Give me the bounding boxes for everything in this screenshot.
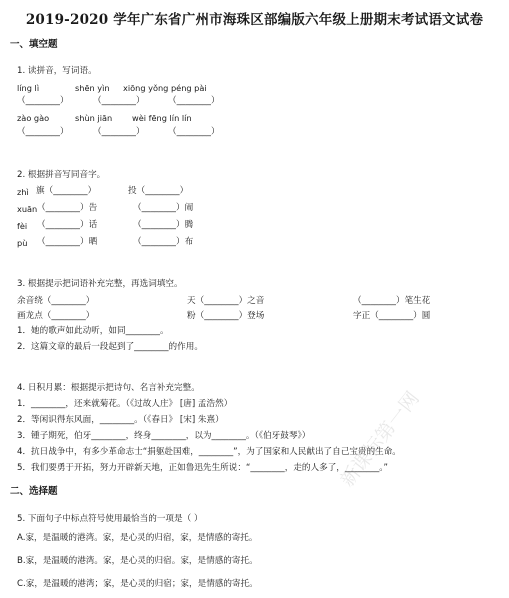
q4-line-3[interactable]: 3．锺子期死，伯牙________，终身________，以为________。（《伯牙鼓琴》） bbox=[17, 431, 311, 441]
q5-option-c[interactable]: C.家，是温暖的港湾；家，是心灵的归宿；家，是情感的寄托。 bbox=[17, 579, 258, 589]
q5-option-b[interactable]: B.家，是温暖的港湾。家，是心灵的归宿。家，是情感的寄托。 bbox=[17, 556, 258, 566]
q2-a-3[interactable]: （________）话 bbox=[37, 220, 98, 230]
q1-pinyin-6: wèi fēng lín lín bbox=[132, 113, 192, 123]
q2-py-4: pù bbox=[17, 238, 28, 248]
q1-pinyin-5: shùn jiān bbox=[75, 113, 113, 123]
q1-pinyin-2: shēn yìn bbox=[75, 83, 110, 93]
q1-pinyin-4: zào gào bbox=[17, 113, 50, 123]
q3-idiom-2[interactable]: 天（________）之音 bbox=[187, 296, 265, 306]
q1-pinyin-3: xiōng yǒng péng pài bbox=[123, 83, 207, 93]
q3-idiom-4[interactable]: 画龙点（________） bbox=[17, 311, 95, 321]
watermark: 新课标第一网 bbox=[336, 387, 424, 491]
q1-blank-4[interactable]: （________） bbox=[17, 127, 69, 137]
q2-b-2[interactable]: （________）闹 bbox=[133, 203, 194, 213]
q2-b-1[interactable]: 投（________） bbox=[128, 186, 189, 196]
q3-idiom-5[interactable]: 粉（________）登场 bbox=[187, 311, 265, 321]
section-heading-fill: 一、填空题 bbox=[10, 39, 58, 50]
q4-line-2[interactable]: 2．等闲识得东风面，________。（《春日》 [宋] 朱熹） bbox=[17, 415, 224, 425]
q1-blank-6[interactable]: （________） bbox=[168, 127, 220, 137]
q2-a-4[interactable]: （________）晒 bbox=[37, 237, 98, 247]
q3-sentence-2[interactable]: 2．这篇文章的最后一段起到了________的作用。 bbox=[17, 342, 203, 352]
q1-blank-5[interactable]: （________） bbox=[93, 127, 145, 137]
q4-line-4[interactable]: 4．抗日战争中，有多少革命志士“捐躯赴国难，________”，为了国家和人民献出了自己宝贵的生命。 bbox=[17, 447, 401, 457]
q2-py-3: fèi bbox=[17, 221, 28, 231]
q2-a-2[interactable]: （________）告 bbox=[37, 203, 98, 213]
q1-stem: 1. 读拼音，写词语。 bbox=[17, 66, 97, 76]
q2-py-2: xuān bbox=[17, 204, 38, 214]
q5-stem: 5. 下面句子中标点符号使用最恰当的一项是（ ） bbox=[17, 514, 203, 524]
q1-blank-3[interactable]: （________） bbox=[168, 96, 220, 106]
q4-stem: 4. 日积月累：根据提示把诗句、名言补充完整。 bbox=[17, 383, 200, 393]
page-title: 2019-2020 学年广东省广州市海珠区部编版六年级上册期末考试语文试卷 bbox=[25, 12, 484, 28]
section-heading-choice: 二、选择题 bbox=[10, 486, 58, 497]
q2-b-4[interactable]: （________）布 bbox=[133, 237, 194, 247]
q4-line-5[interactable]: 5．我们要勇于开拓，努力开辟新天地，正如鲁迅先生所说：“________，走的人多了，________。” bbox=[17, 463, 389, 473]
q5-option-a[interactable]: A.家，是温暖的港湾。家，是心灵的归宿，家，是情感的寄托。 bbox=[17, 533, 258, 543]
q1-blank-1[interactable]: （________） bbox=[17, 96, 69, 106]
q2-a-1[interactable]: 旗（________） bbox=[36, 186, 97, 196]
q3-stem: 3. 根据提示把词语补充完整，再选词填空。 bbox=[17, 279, 183, 289]
q3-idiom-3[interactable]: （________）笔生花 bbox=[353, 296, 431, 306]
q2-stem: 2. 根据拼音写同音字。 bbox=[17, 170, 106, 180]
q1-blank-2[interactable]: （________） bbox=[93, 96, 145, 106]
q3-idiom-6[interactable]: 字正（________）圆 bbox=[353, 311, 431, 321]
q3-idiom-1[interactable]: 余音绕（________） bbox=[17, 296, 95, 306]
q2-py-1: zhì bbox=[17, 187, 29, 197]
q3-sentence-1[interactable]: 1．她的歌声如此动听，如同________。 bbox=[17, 326, 169, 336]
q1-pinyin-1: líng lì bbox=[17, 83, 40, 93]
q4-line-1[interactable]: 1．________，还来就菊花。（《过故人庄》 [唐] 孟浩然） bbox=[17, 399, 233, 409]
q2-b-3[interactable]: （________）腾 bbox=[133, 220, 194, 230]
